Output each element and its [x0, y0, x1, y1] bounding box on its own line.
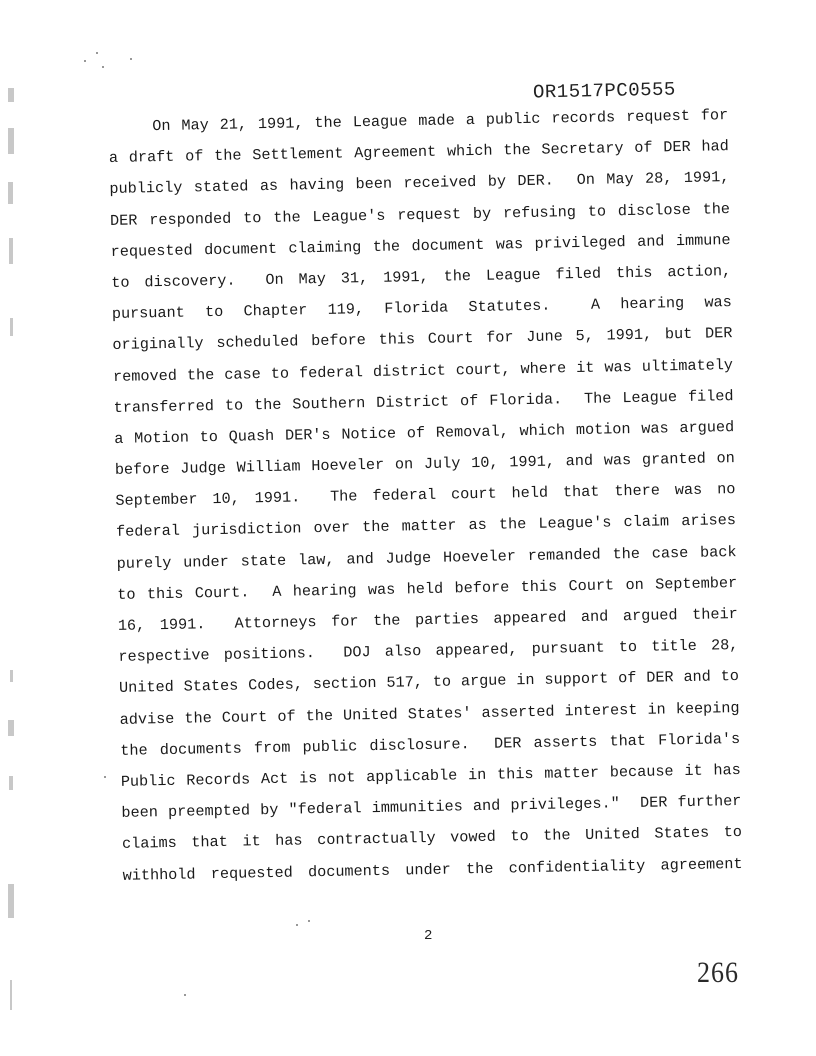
text-line: advise the Court of the United States' asserted interest in keeping — [119, 698, 740, 729]
scan-mark — [8, 128, 14, 154]
scan-speck — [308, 920, 310, 922]
text-line: before Judge William Hoeveler on July 10, 1991, and was granted on — [114, 449, 735, 479]
text-line: the documents from public disclosure. DER asserts that Florida's — [120, 729, 741, 760]
scan-mark — [9, 238, 13, 264]
text-line: removed the case to federal district court, where it was ultimately — [112, 355, 734, 386]
text-line: purely under state law, and Judge Hoeveler remanded the case back — [116, 542, 737, 573]
text-line: claims that it has contractually vowed to the United States to — [121, 823, 743, 854]
text-line: requested document claiming the document was privileged and immune — [110, 230, 731, 261]
text-line: publicly stated as having been received by DER. On May 28, 1991, — [109, 168, 730, 199]
scan-mark — [10, 980, 12, 1010]
scan-mark — [8, 884, 14, 918]
scan-mark — [10, 318, 13, 336]
scan-mark — [8, 88, 14, 102]
scan-mark — [9, 776, 13, 790]
text-line: On May 21, 1991, the League made a public records request for — [152, 106, 729, 136]
text-line: to discovery. On May 31, 1991, the League filed this action, — [111, 262, 732, 292]
stamp-number: 266 — [697, 955, 739, 990]
scan-mark — [8, 182, 13, 204]
scan-speck — [96, 52, 98, 54]
scan-speck — [296, 924, 298, 926]
body-paragraph — [108, 100, 743, 891]
text-line: United States Codes, section 517, to argue in support of DER and to — [118, 667, 740, 698]
page-number: 2 — [424, 928, 433, 944]
scan-speck — [184, 994, 186, 996]
scan-speck — [130, 58, 132, 60]
scan-mark — [8, 720, 14, 736]
text-line: been preempted by "federal immunities and privileges." DER further — [121, 792, 742, 822]
scan-speck — [84, 60, 86, 62]
text-line: originally scheduled before this Court for June 5, 1991, but DER — [112, 324, 733, 355]
text-line: 16, 1991. Attorneys for the parties appeared and argued their — [117, 605, 738, 635]
scan-speck — [102, 66, 104, 68]
text-line: federal jurisdiction over the matter as the League's claim arises — [115, 511, 737, 542]
scan-speck — [104, 776, 106, 778]
text-line: Public Records Act is not applicable in this matter because it has — [120, 760, 741, 791]
text-line: September 10, 1991. The federal court held that there was no — [115, 480, 736, 511]
book-page-stamp: OR1517PC0555 — [532, 78, 677, 104]
text-line: a Motion to Quash DER's Notice of Removal, which motion was argued — [114, 417, 735, 448]
scan-mark — [10, 670, 13, 682]
text-line: withhold requested documents under the confidentiality agreement — [122, 854, 743, 885]
text-line: a draft of the Settlement Agreement which the Secretary of DER had — [108, 137, 729, 168]
text-line: pursuant to Chapter 119, Florida Statutes. A hearing was — [111, 293, 732, 324]
text-line: to this Court. A hearing was held before this Court on September — [117, 573, 738, 604]
text-line: transferred to the Southern District of Florida. The League filed — [113, 386, 734, 417]
text-line: respective positions. DOJ also appeared, pursuant to title 28, — [118, 636, 739, 667]
text-line: DER responded to the League's request by refusing to disclose the — [109, 199, 731, 230]
